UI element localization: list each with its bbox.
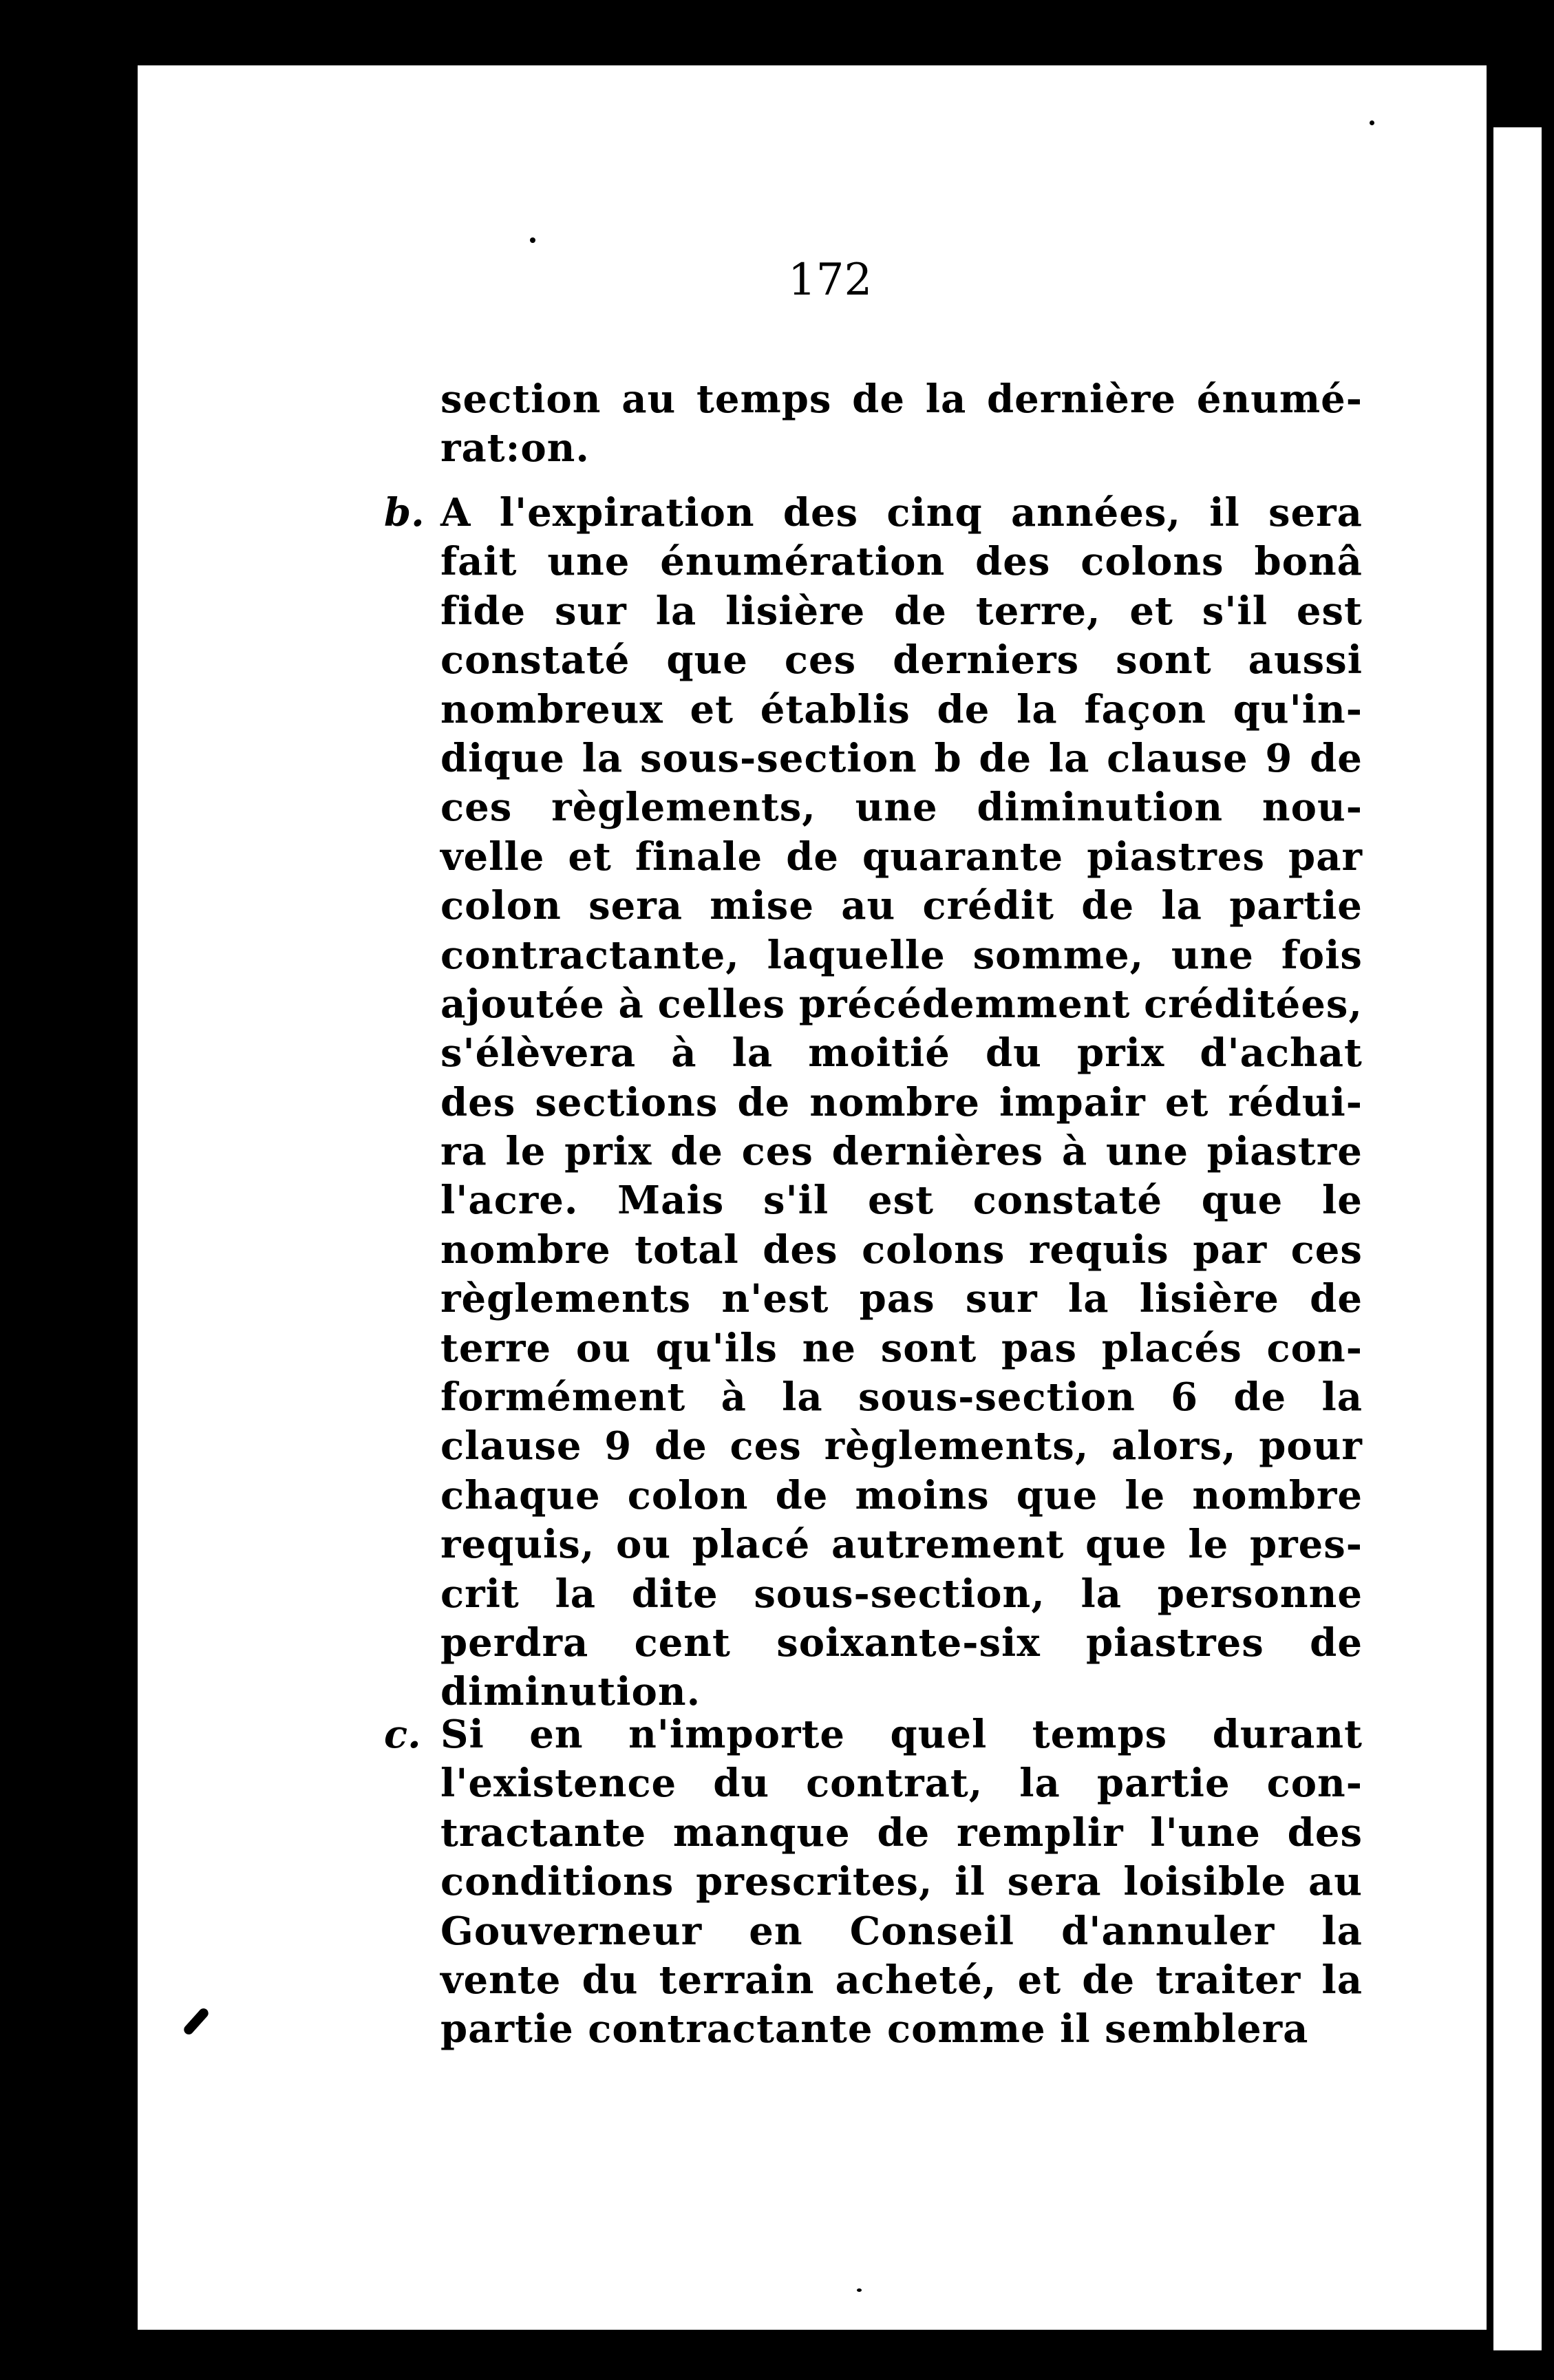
paragraph-c-marker: c. bbox=[384, 1712, 421, 1757]
text-line: partie contractante comme il semblera bbox=[440, 2006, 1309, 2052]
text-line: Gouverneur en Conseil d'annuler la bbox=[440, 1908, 1363, 1954]
dust-speck bbox=[1370, 120, 1374, 125]
paragraph-c bbox=[440, 1710, 1363, 2054]
text-line: rat:on. bbox=[440, 425, 590, 471]
text-line: diminution. bbox=[440, 1669, 701, 1715]
text-line: constaté que ces derniers sont aussi bbox=[440, 637, 1363, 683]
page-number: 172 bbox=[788, 255, 873, 306]
dust-speck bbox=[857, 2288, 862, 2292]
text-line: chaque colon de moins que le nombre bbox=[440, 1472, 1363, 1518]
text-line: ajoutée à celles précédemment créditées, bbox=[440, 981, 1363, 1027]
text-line: clause 9 de ces règlements, alors, pour bbox=[440, 1423, 1363, 1469]
text-line: des sections de nombre impair et rédui- bbox=[440, 1079, 1363, 1125]
text-line: ces règlements, une diminution nou- bbox=[440, 785, 1363, 831]
text-line: velle et finale de quarante piastres par bbox=[440, 833, 1363, 880]
text-line: Si en n'importe quel temps durant bbox=[440, 1712, 1363, 1757]
text-line: l'existence du contrat, la partie con- bbox=[440, 1761, 1363, 1807]
text-line: crit la dite sous-section, la personne bbox=[440, 1571, 1363, 1617]
paragraph-b-marker: b. bbox=[384, 490, 425, 535]
text-line: fide sur la lisière de terre, et s'il est bbox=[440, 588, 1363, 634]
text-line: dique la sous-section b de la clause 9 de bbox=[440, 735, 1363, 781]
text-line: nombreux et établis de la façon qu'in- bbox=[440, 686, 1363, 732]
text-line: s'élèvera à la moitié du prix d'achat bbox=[440, 1030, 1363, 1076]
intro-paragraph bbox=[440, 375, 1363, 474]
text-line: fait une énumération des colons bonâ bbox=[440, 539, 1363, 585]
text-line: conditions prescrites, il sera loisible au bbox=[440, 1859, 1363, 1905]
text-line: ra le prix de ces dernières à une piastre bbox=[440, 1129, 1363, 1175]
text-line: tractante manque de remplir l'une des bbox=[440, 1809, 1363, 1856]
text-line: terre ou qu'ils ne sont pas placés con- bbox=[440, 1325, 1363, 1371]
text-line: vente du terrain acheté, et de traiter la bbox=[440, 1957, 1363, 2003]
text-line: section au temps de la dernière énumé- bbox=[440, 376, 1363, 422]
text-line: A l'expiration des cinq années, il sera bbox=[440, 490, 1363, 535]
text-line: colon sera mise au crédit de la partie bbox=[440, 883, 1363, 929]
text-line: règlements n'est pas sur la lisière de bbox=[440, 1276, 1363, 1322]
adjacent-page-edge bbox=[1493, 127, 1542, 2350]
text-line: formément à la sous-section 6 de la bbox=[440, 1374, 1363, 1421]
text-line: l'acre. Mais s'il est constaté que le bbox=[440, 1178, 1363, 1224]
text-line: requis, ou placé autrement que le pres- bbox=[440, 1522, 1363, 1568]
text-line: contractante, laquelle somme, une fois bbox=[440, 932, 1363, 978]
page-gutter bbox=[1487, 65, 1493, 2330]
paragraph-b bbox=[440, 489, 1363, 1717]
dust-speck bbox=[530, 237, 535, 243]
text-line: perdra cent soixante-six piastres de bbox=[440, 1619, 1363, 1666]
text-line: nombre total des colons requis par ces bbox=[440, 1226, 1363, 1273]
